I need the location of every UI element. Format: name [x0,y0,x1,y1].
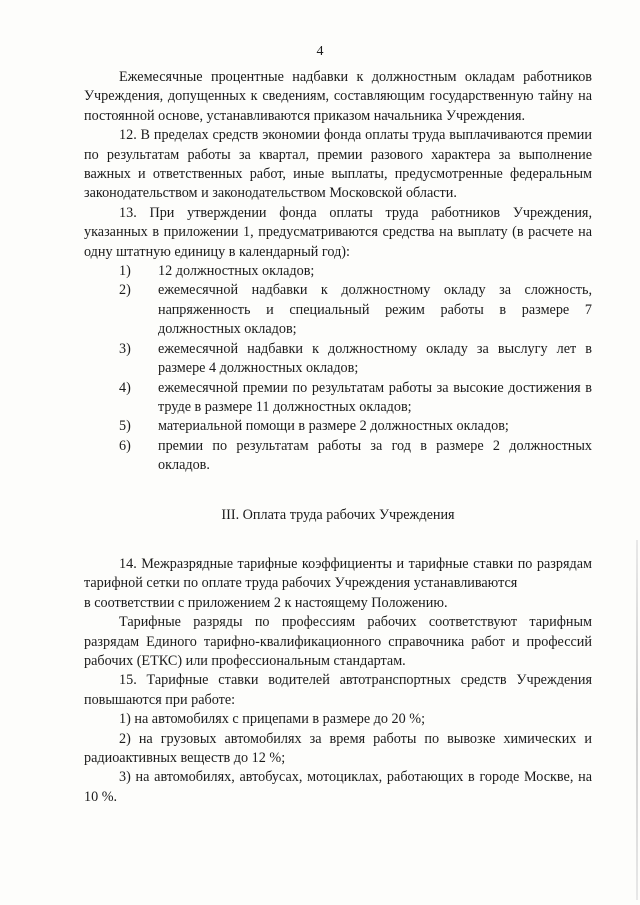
list-13 [84,262,592,475]
list-item [84,417,592,436]
list-item-text: премии по результатам работы за год в размере 2 должностных окладов. [158,437,592,474]
paragraph-intro: Ежемесячные процентные надбавки к должностным окладам работников Учреждения, допущенных к сведениям, составляющим государственную тайну на постоянной основе, устанавливаются приказом начальника Учреждения. [84,69,592,124]
list-item [84,262,592,281]
list-item: 1) на автомобилях с прицепами в размере до 20 %; [119,711,426,728]
page-number: 4 [316,44,324,59]
scan-edge-shadow [636,540,638,900]
list-item-number: 2) [119,282,131,299]
list-item-number: 4) [119,379,131,396]
list-item [84,281,592,339]
list-item-text: ежемесячной премии по результатам работы за высокие достижения в труде в размере 11 должностных окладов; [158,379,592,415]
paragraph-15: 15. Тарифные ставки водителей автотранспортных средств Учреждения повышаются при работе: [84,672,592,708]
list-item [84,379,592,418]
section-heading: III. Оплата труда рабочих Учреждения [221,506,455,523]
paragraph-14-continuation: в соответствии с приложением 2 к настоящему Положению. [84,594,448,611]
list-item-text: ежемесячной надбавки к должностному окладу за сложность, напряженность и специальный режим работы в размере 7 должностных окладов; [158,282,592,338]
list-item: 3) на автомобилях, автобусах, мотоциклах, работающих в городе Москве, на 10 %. [84,769,592,805]
list-item-text: материальной помощи в размере 2 должностных окладов; [158,418,509,435]
paragraph-13: 13. При утверждении фонда оплаты труда работников Учреждения, указанных в приложении 1, предусматриваются средства на выплату (в расчете на одну штатную единицу в календарный год): [84,204,592,260]
list-item-number: 5) [119,418,131,435]
list-item-text: 12 должностных окладов; [158,263,315,280]
list-item [84,340,592,379]
list-item: 2) на грузовых автомобилях за время работы по вывозке химических и радиоактивных веществ до 12 %; [84,730,592,766]
list-item-number: 1) [119,263,131,280]
paragraph-12: 12. В пределах средств экономии фонда оплаты труда выплачиваются премии по результатам работы за квартал, премии разового характера за выполнение важных и ответственных работ, иные выплаты, предусмотренные федеральным законодательством и законодательством Московской области. [84,127,592,202]
paragraph-14: 14. Межразрядные тарифные коэффициенты и тарифные ставки по разрядам тарифной сетки по оплате труда рабочих Учреждения устанавливаются [84,555,592,592]
paragraph-tariff-grades: Тарифные разряды по профессиям рабочих соответствуют тарифным разрядам Единого тарифно-квалификационного справочника работ и профессий рабочих (ЕТКС) или профессиональным стандартам. [84,614,592,669]
list-item [84,437,592,476]
document-body [84,68,592,807]
list-item-number: 6) [119,437,131,454]
list-item-number: 3) [119,340,131,357]
list-item-text: ежемесячной надбавки к должностному окладу за выслугу лет в размере 4 должностных окладов; [158,340,592,377]
